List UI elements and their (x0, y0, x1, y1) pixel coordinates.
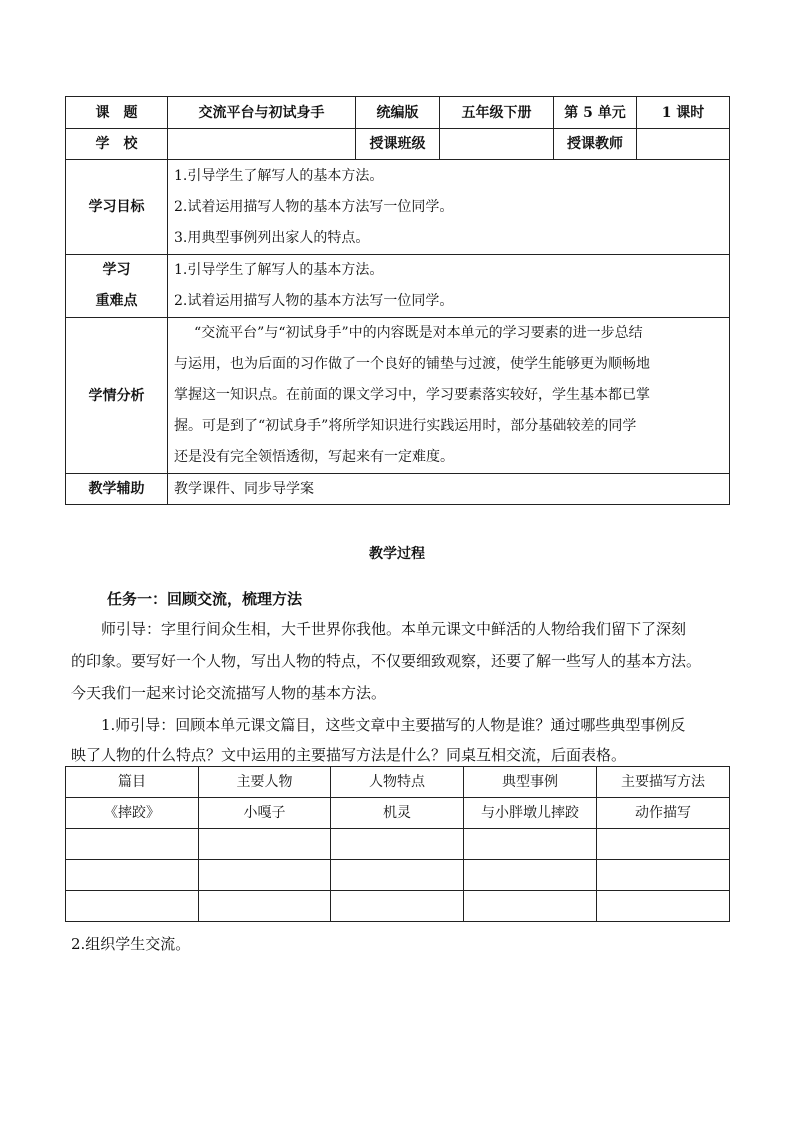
aids-value: 教学课件、同步导学案 (168, 474, 730, 505)
intro-line: 的印象。要写好一个人物，写出人物的特点，不仅要细致观察，还要了解一些写人的基本方法。 (71, 652, 702, 670)
header-cell: 人物特点 (331, 767, 464, 798)
goal-item: 3.用典型事例列出家人的特点。 (174, 229, 370, 246)
step2-line: 2.组织学生交流。 (71, 935, 191, 953)
task1-title: 任务一：回顾交流，梳理方法 (107, 590, 303, 608)
table-cell (331, 829, 464, 860)
table-cell (66, 829, 199, 860)
process-title: 教学过程 (369, 546, 425, 562)
table-cell (199, 860, 331, 891)
step1-line: 映了人物的什么特点？文中运用的主要描写方法是什么？同桌互相交流，后面表格。 (71, 746, 627, 764)
header-cell: 主要人物 (199, 767, 331, 798)
teacher-label: 授课教师 (554, 129, 637, 160)
header-cell: 篇目 (66, 767, 199, 798)
analysis-line: 还是没有完全领悟透彻，写起来有一定难度。 (174, 449, 454, 465)
table-cell (331, 860, 464, 891)
class-value (440, 129, 554, 160)
aids-label: 教学辅助 (66, 474, 168, 505)
analysis-line: “交流平台”与“初试身手”中的内容既是对本单元的学习要素的进一步总结 (194, 325, 643, 341)
table-row (66, 829, 730, 860)
header-cell: 主要描写方法 (597, 767, 730, 798)
course-title: 交流平台与初试身手 (168, 97, 356, 129)
table-cell (597, 860, 730, 891)
table-cell (597, 891, 730, 922)
grade: 五年级下册 (440, 97, 554, 129)
table-row (66, 798, 730, 829)
goals-label: 学习目标 (66, 160, 168, 255)
hours: 1 课时 (637, 97, 730, 129)
school-label: 学 校 (66, 129, 168, 160)
analysis-label: 学情分析 (66, 318, 168, 474)
step1-line: 1.师引导：回顾本单元课文篇目，这些文章中主要描写的人物是谁？通过哪些典型事例反 (71, 716, 686, 734)
goal-item: 2.试着运用描写人物的基本方法写一位同学。 (174, 198, 454, 215)
character-analysis-table (65, 766, 730, 922)
table-cell (331, 891, 464, 922)
edition: 统编版 (356, 97, 440, 129)
header-cell: 典型事例 (464, 767, 597, 798)
key-points-label-line2: 重难点 (95, 293, 138, 309)
teacher-value (637, 129, 730, 160)
table-cell (464, 860, 597, 891)
analysis-line: 掌握这一知识点。在前面的课文学习中，学习要素落实较好，学生基本都已掌 (174, 387, 650, 403)
table-cell (66, 891, 199, 922)
table-cell: 小嘎子 (199, 798, 331, 829)
unit: 第 5 单元 (554, 97, 637, 129)
analysis-line: 握。可是到了“初试身手”将所学知识进行实践运用时，部分基础较差的同学 (174, 418, 637, 434)
table-cell: 机灵 (331, 798, 464, 829)
analysis-cell (168, 318, 730, 474)
intro-line: 今天我们一起来讨论交流描写人物的基本方法。 (71, 684, 387, 702)
goals-cell (168, 160, 730, 255)
school-value (168, 129, 356, 160)
key-points-label-line1: 学习 (102, 262, 131, 278)
table-row (66, 860, 730, 891)
table-cell (464, 829, 597, 860)
table-cell (66, 860, 199, 891)
analysis-line: 与运用，也为后面的习作做了一个良好的铺垫与过渡，使学生能够更为顺畅地 (174, 356, 650, 372)
intro-line: 师引导：字里行间众生相，大千世界你我他。本单元课文中鲜活的人物给我们留下了深刻 (71, 620, 687, 638)
table-cell: 动作描写 (597, 798, 730, 829)
key-points-cell (168, 255, 730, 318)
table-row (66, 891, 730, 922)
class-label: 授课班级 (356, 129, 440, 160)
table-cell (597, 829, 730, 860)
table-cell: 《摔跤》 (66, 798, 199, 829)
table-cell (199, 829, 331, 860)
table-cell (464, 891, 597, 922)
table-cell: 与小胖墩儿摔跤 (464, 798, 597, 829)
course-info-table (65, 96, 730, 505)
goal-item: 1.引导学生了解写人的基本方法。 (174, 167, 384, 184)
key-points-label (66, 255, 168, 318)
key-point-item: 2.试着运用描写人物的基本方法写一位同学。 (174, 293, 454, 309)
key-point-item: 1.引导学生了解写人的基本方法。 (174, 262, 384, 278)
table-header-row (66, 767, 730, 798)
table-cell (199, 891, 331, 922)
course-label: 课 题 (66, 97, 168, 129)
